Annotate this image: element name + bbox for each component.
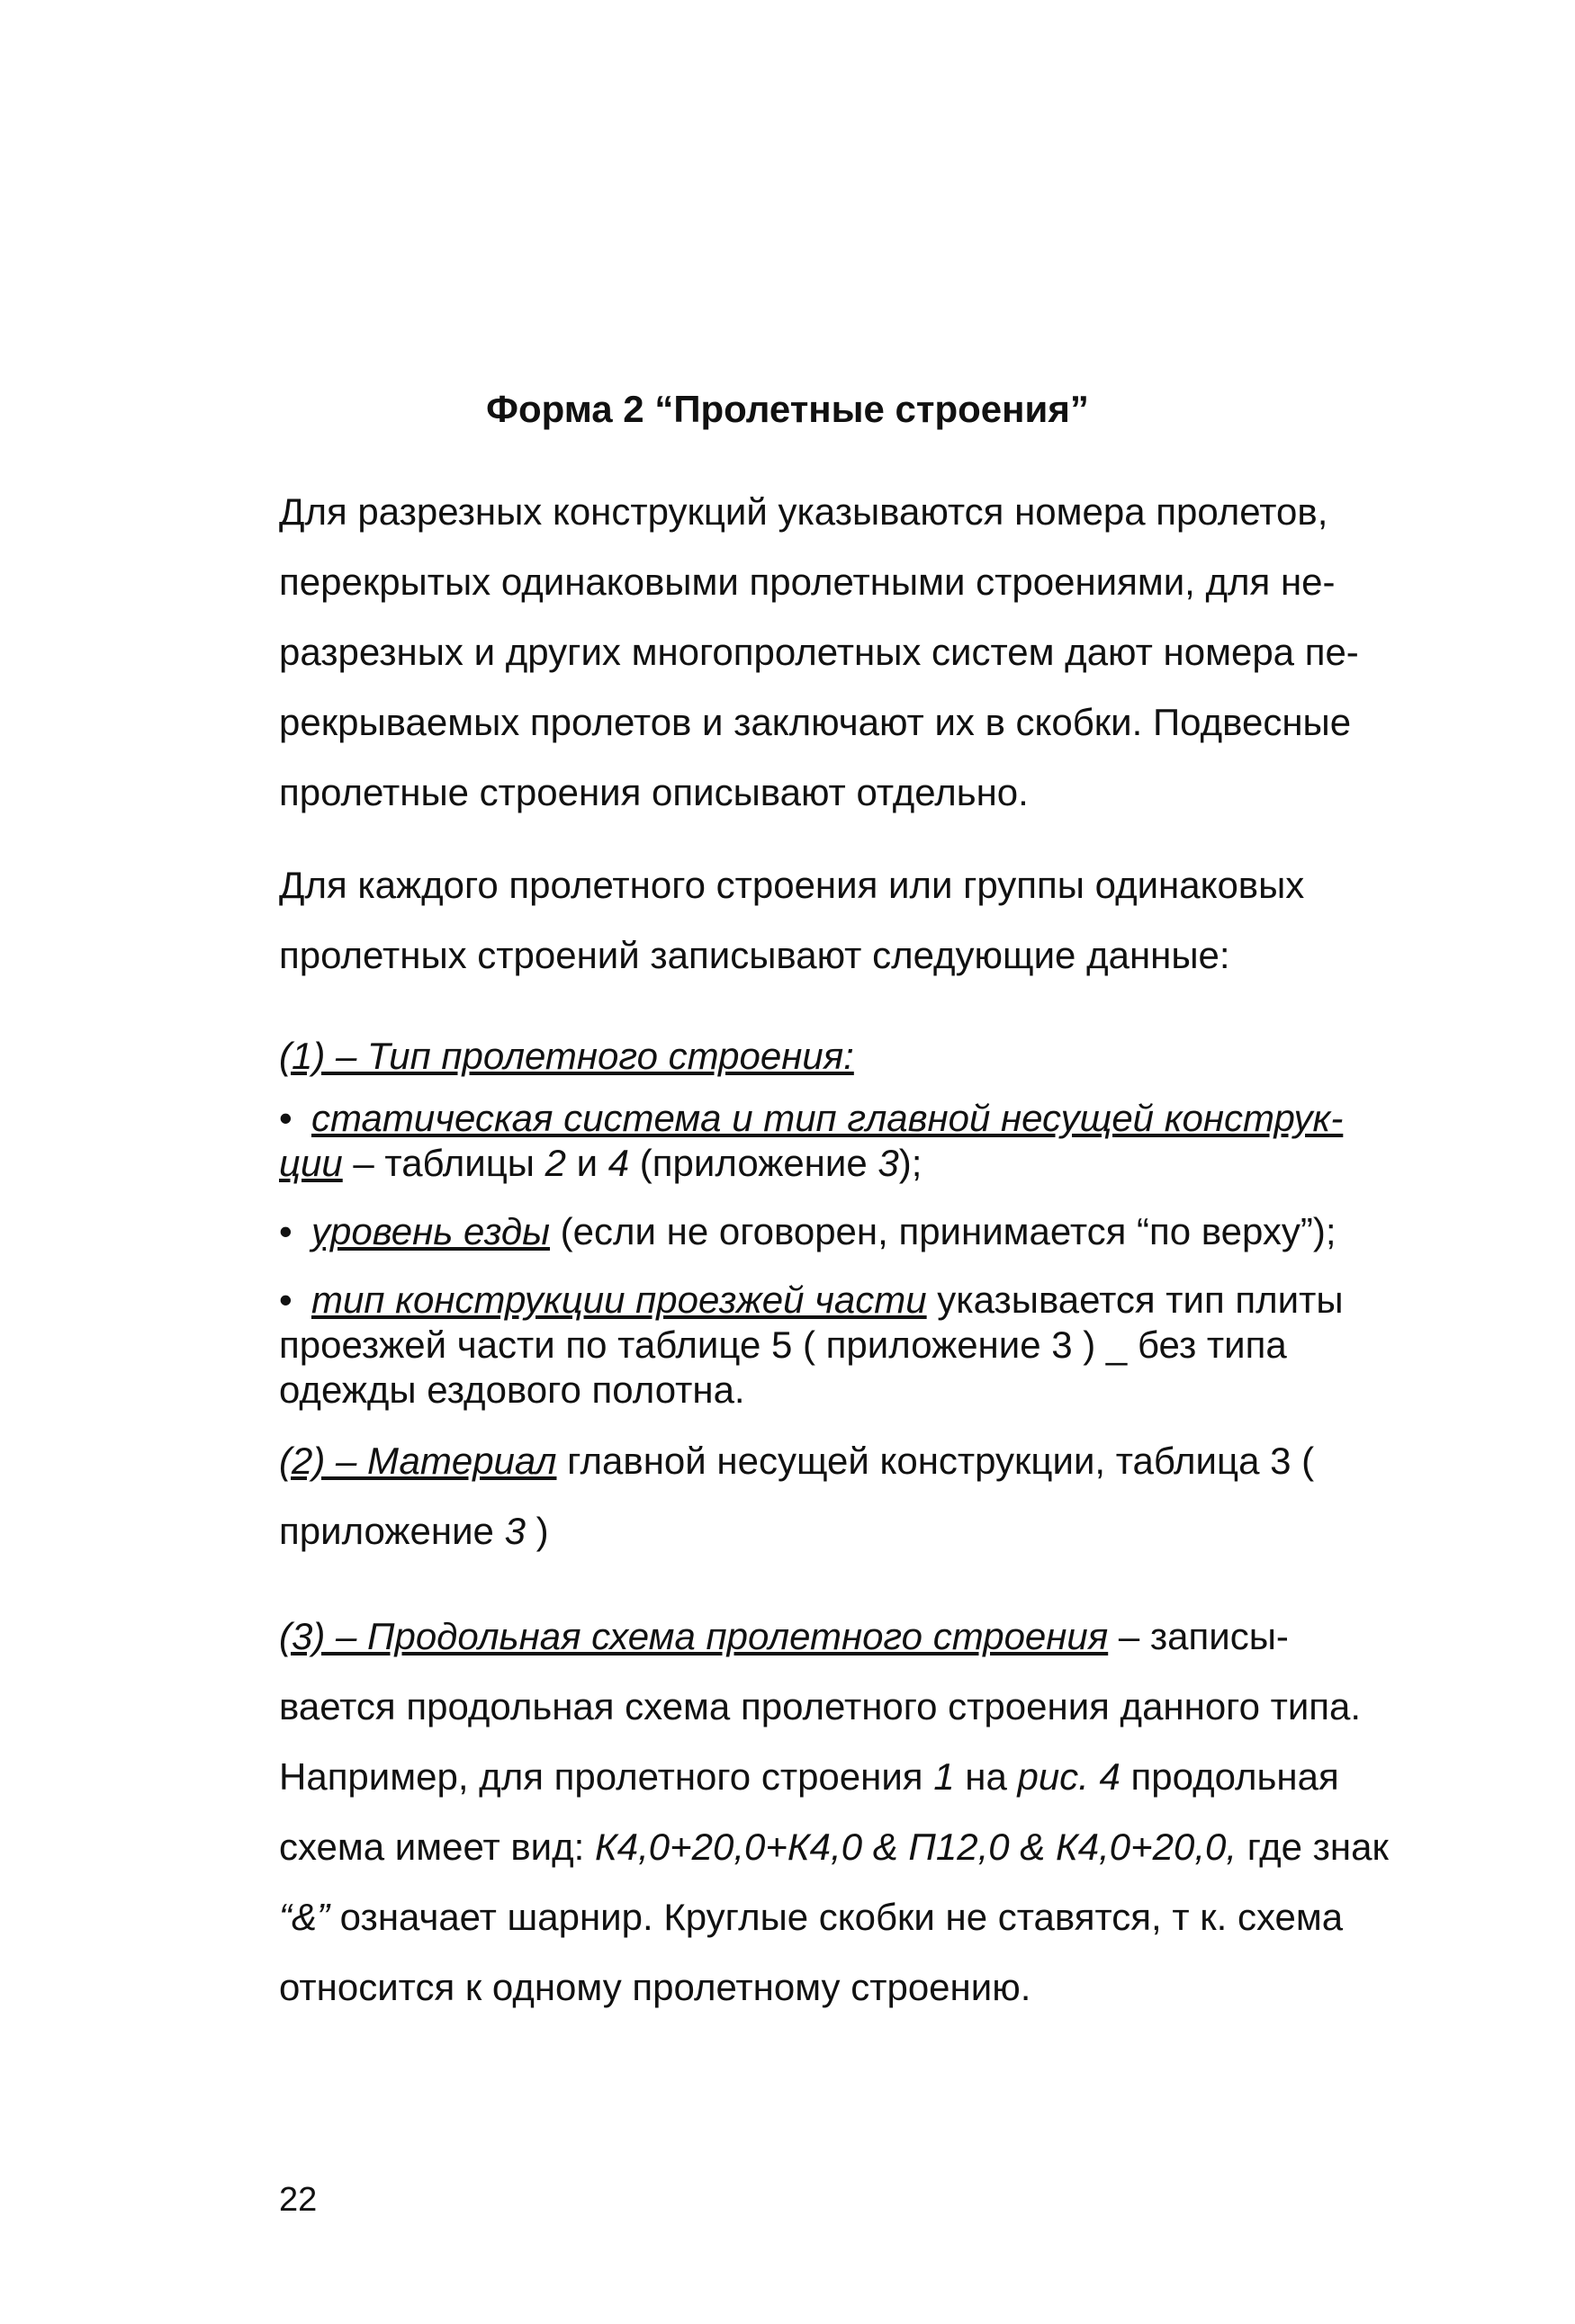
bullet-icon: • (279, 1210, 292, 1252)
item2-appendix-ref: 3 (504, 1510, 526, 1552)
item3-text: продольная схема имеет вид: (279, 1755, 1339, 1868)
item3-paragraph (279, 1602, 1395, 2023)
list-item (279, 1278, 1395, 1413)
bullet-text: указывается тип плиты проезжей части по таблице 5 ( приложение 3 ) _ без типа одежды ездового полотна. (279, 1279, 1344, 1411)
item2-paragraph (279, 1426, 1395, 1566)
bullet-table-ref: 2 (544, 1142, 566, 1184)
page-number: 22 (279, 2181, 318, 2219)
bullet-text: (приложение (629, 1142, 878, 1184)
bullet-table-ref: 4 (608, 1142, 630, 1184)
bullet-text: (если не оговорен, принимается “по верху”); (550, 1210, 1336, 1252)
bullet-text: ); (898, 1142, 922, 1184)
item3-figure-ref: рис. 4 (1017, 1755, 1120, 1798)
bullet-appendix-ref: 3 (878, 1142, 899, 1184)
item3-text: – записы-вается продольная схема пролетного строения данного типа. Например, для пролетного строения (279, 1615, 1362, 1798)
item2-text: главной несущей конструкции, таблица 3 ( приложение (279, 1440, 1315, 1552)
item2-text: ) (525, 1510, 549, 1552)
item1-heading-text: (1) – Тип пролетного строения: (279, 1035, 854, 1077)
bullet-term: статическая система и тип главной несущей конструк-ции (279, 1097, 1344, 1184)
item3-term: (3) – Продольная схема пролетного строения (279, 1615, 1109, 1657)
paragraph-data-list: Для каждого пролетного строения или группы одинаковых пролетных строений записывают следующие данные: (279, 864, 1305, 976)
item1-heading (279, 1021, 1395, 1091)
bullet-icon: • (279, 1279, 292, 1321)
item3-scheme-formula: К4,0+20,0+К4,0 & П12,0 & К4,0+20,0, (594, 1826, 1238, 1868)
paragraph-intro: Для разрезных конструкций указываются номера пролетов, перекрытых одинаковыми пролетными строениями, для не-разрезных и других многопролетных систем дают номера пе-рекрываемых пролетов и заключают их в скобки. Подвесные пролетные строения описывают отдельно. (279, 490, 1359, 813)
list-item (279, 1209, 1395, 1254)
bullet-term: уровень езды (311, 1210, 551, 1252)
item3-text: где знак (1237, 1826, 1389, 1868)
bullet-term: тип конструкции проезжей части (311, 1279, 927, 1321)
bullet-text: и (565, 1142, 608, 1184)
item3-span-ref: 1 (933, 1755, 955, 1798)
bullet-icon: • (279, 1097, 292, 1139)
page-title: Форма 2 “Пролетные строения” (486, 388, 1089, 430)
item3-text: на (954, 1755, 1018, 1798)
item3-text: означает шарнир. Круглые скобки не ставятся, т к. схема относится к одному пролетному строению. (279, 1896, 1344, 2008)
bullet-text: – таблицы (342, 1142, 545, 1184)
item2-term: (2) – Материал (279, 1440, 557, 1482)
bullet-list (279, 1096, 1395, 1436)
item3-hinge-symbol: “&” (279, 1896, 329, 1938)
list-item (279, 1096, 1395, 1186)
